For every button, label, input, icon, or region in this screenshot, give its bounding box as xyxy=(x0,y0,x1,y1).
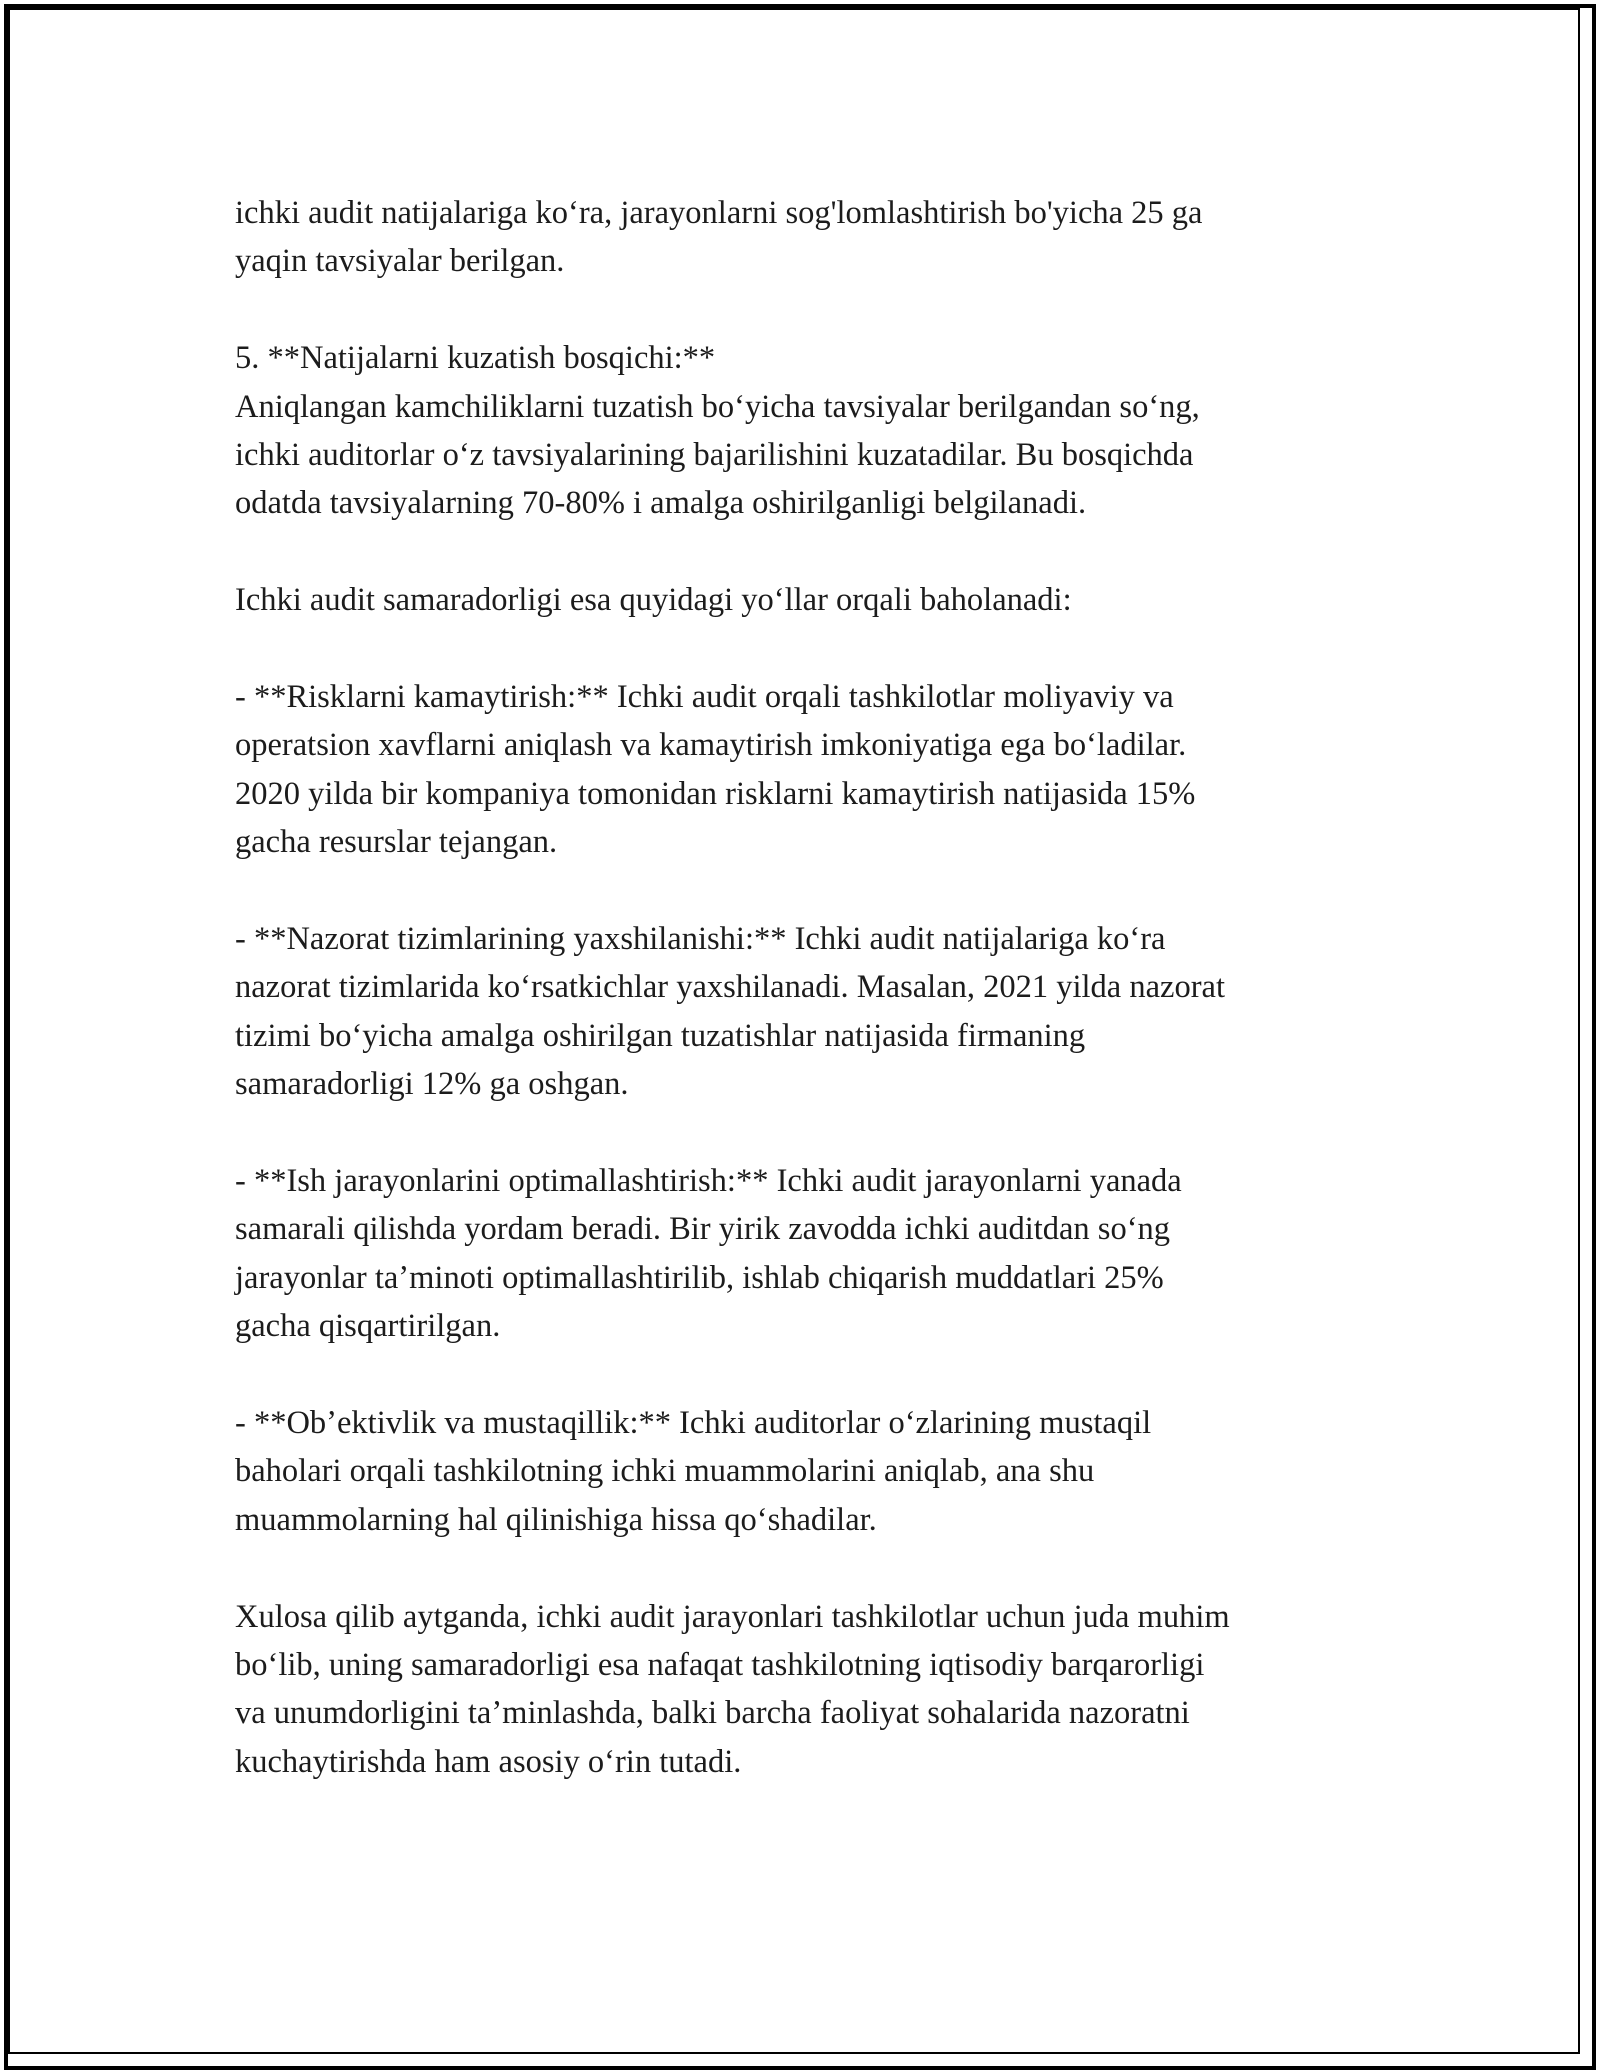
paragraph-gap xyxy=(235,867,1375,915)
paragraph-gap xyxy=(235,1544,1375,1592)
paragraph-process-optimization: - **Ish jarayonlarini optimallashtirish:** Ichki audit jarayonlarni yanada samarali qilishda yordam beradi. Bir yirik zavodda ichki auditdan soʻng jarayonlar taʼminoti optimallashtirilib, ishlab chiqarish muddatlari 25% gacha qisqartirilgan. xyxy=(235,1163,1182,1345)
paragraph-gap xyxy=(235,1109,1375,1157)
paragraph-monitoring-stage: 5. **Natijalarni kuzatish bosqichi:** Aniqlangan kamchiliklarni tuzatish boʻyicha tavsiyalar berilgandan soʻng, ichki auditorlar oʻz tavsiyalarining bajarilishini kuzatadilar. Bu bosqichda odatda tavsiyalarning 70-80% i amalga oshirilganligi belgilanadi. xyxy=(235,340,1200,522)
paragraph-gap xyxy=(235,625,1375,673)
paragraph-risk-reduction: - **Risklarni kamaytirish:** Ichki audit orqali tashkilotlar moliyaviy va operatsion xavflarni aniqlash va kamaytirish imkoniyatiga ega boʻladilar. 2020 yilda bir kompaniya tomonidan risklarni kamaytirish natijasida 15% gacha resurslar tejangan. xyxy=(235,679,1196,861)
document-body xyxy=(235,189,1375,1786)
paragraph-gap xyxy=(235,286,1375,334)
paragraph-conclusion: Xulosa qilib aytganda, ichki audit jarayonlari tashkilotlar uchun juda muhim boʻlib, uning samaradorligi esa nafaqat tashkilotning iqtisodiy barqarorligi va unumdorligini taʼminlashda, balki barcha faoliyat sohalarida nazoratni kuchaytirishda ham asosiy oʻrin tutadi. xyxy=(235,1598,1230,1780)
paragraph-gap xyxy=(235,1351,1375,1399)
paragraph-effectiveness-intro: Ichki audit samaradorligi esa quyidagi yoʻllar orqali baholanadi: xyxy=(235,582,1072,619)
paragraph-control-systems: - **Nazorat tizimlarining yaxshilanishi:** Ichki audit natijalariga koʻra nazorat tizimlarida koʻrsatkichlar yaxshilanadi. Masalan, 2021 yilda nazorat tizimi boʻyicha amalga oshirilgan tuzatishlar natijasida firmaning samaradorligi 12% ga oshgan. xyxy=(235,921,1225,1103)
paragraph-continued-recommendations: ichki audit natijalariga koʻra, jarayonlarni sog'lomlashtirish bo'yicha 25 ga yaqin tavsiyalar berilgan. xyxy=(235,195,1203,280)
paragraph-objectivity: - **Obʼektivlik va mustaqillik:** Ichki auditorlar oʻzlarining mustaqil baholari orqali tashkilotning ichki muammolarini aniqlab, ana shu muammolarning hal qilinishiga hissa qoʻshadilar. xyxy=(235,1405,1152,1538)
paragraph-gap xyxy=(235,528,1375,576)
